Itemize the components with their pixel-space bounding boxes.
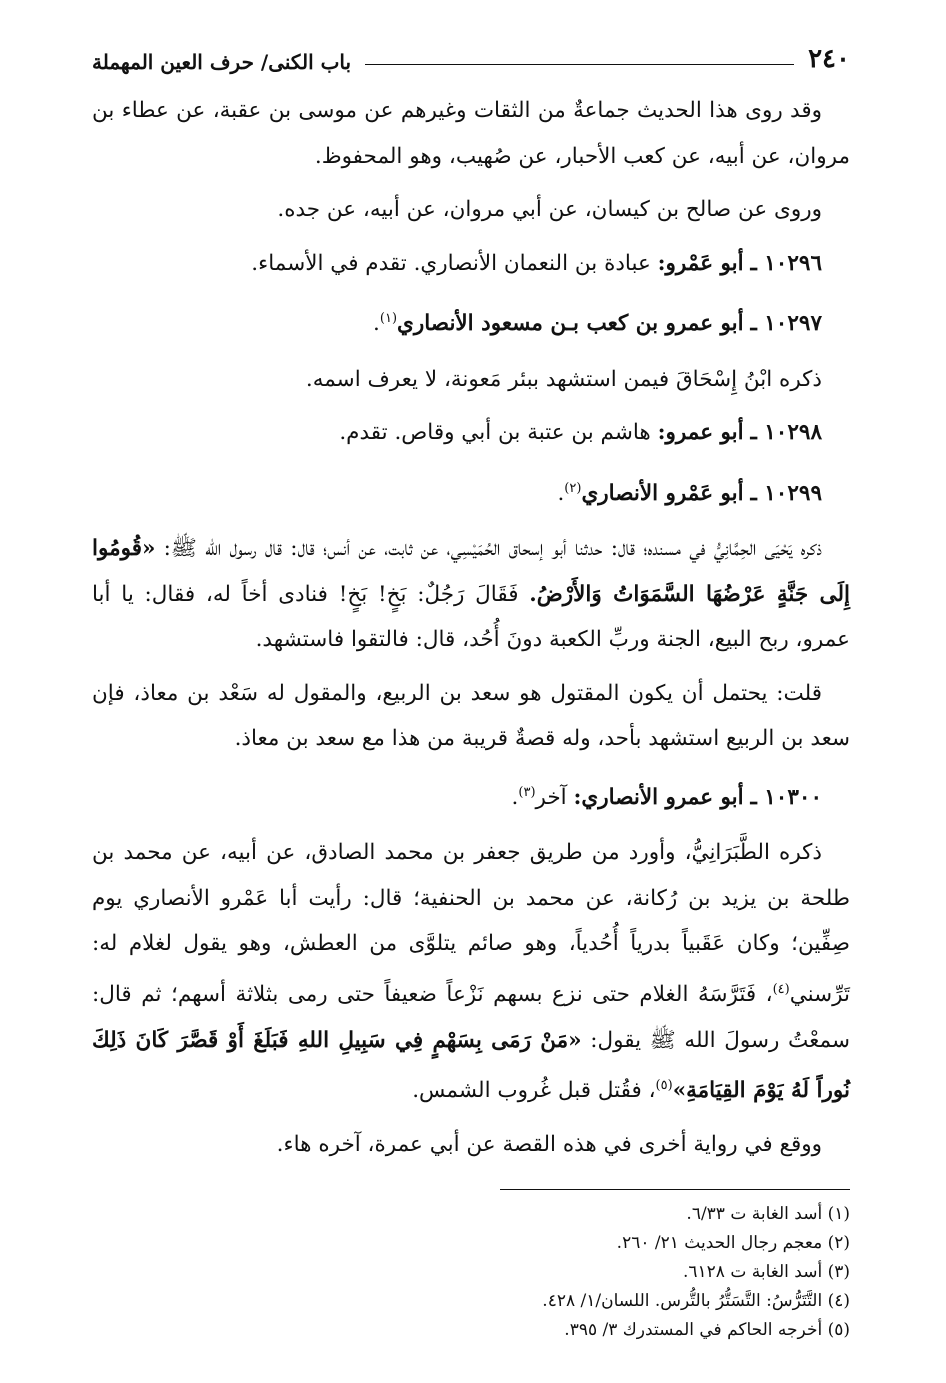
entry-name: أبو عمرو بن كعب بـن مسعود الأنصاري (397, 311, 744, 337)
entry-number: ١٠٢٩٨ ـ (750, 420, 822, 446)
entry-10296 (92, 241, 850, 287)
footnote-4: (٤) التَّتَرُّسُ: التَّسَتُّرُ بالتُّرس. اللسان/١/ ٤٢٨. (542, 1291, 850, 1312)
footnote-1: (١) أسد الغابة ت ٦/٣٣. (686, 1204, 850, 1225)
header-rule (365, 64, 794, 65)
page-number: ٢٤٠ (808, 44, 850, 74)
paragraph-2: وروى عن صالح بن كيسان، عن أبي مروان، عن أبيه، عن جده. (277, 197, 822, 222)
footnotes (92, 1200, 850, 1345)
entry-number: ١٠٢٩٩ ـ (750, 480, 822, 506)
entry-text: آخر (535, 784, 574, 810)
hadith-quote: «قُومُوا إِلَى جَنَّةٍ عَرْضُهَا السَّمَوَاتُ وَالأَرْضُ. (92, 536, 850, 607)
entry-10298 (92, 410, 850, 456)
paragraph-text: ، فقُتل قبل غُروب الشمس. (412, 1078, 656, 1104)
paragraph-5: قلت: يحتمل أن يكون المقتول هو سعد بن الربيع، والمقول له سَعْد بن معاذ، فإن سعد بن الربيع استشهد بأحد، وله قصةٌ قريبة من هذا مع سعد بن معاذ. (92, 680, 850, 752)
running-title: باب الكنى/ حرف العين المهملة (92, 50, 352, 74)
paragraph-6 (92, 830, 850, 1113)
footnote-separator (500, 1189, 850, 1190)
paragraph-text: ذكره الطَّبَرَانِيُّ، وأورد من طريق جعفر بن محمد الصادق، عن أبيه، عن محمد بن طلحة بن يزيد بن رُكانة، عن محمد بن الحنفية؛ قال: رأيت أبا عَمْرو الأنصاري يوم صِفِّين؛ وكان عَقَبياً بدرياً أُحُدياً، وهو صائم يتلوَّى من العطش، وهو يقول لغلام له: تَرِّسني (92, 840, 850, 1008)
footnote-ref[interactable]: (١) (379, 311, 398, 326)
entry-tail: . (511, 784, 519, 810)
paragraph-text: ، فَتَرَّسَهُ الغلام حتى نزع بسهم نَزْعاً ضعيفاً حتى رمى بثلاثة أسهم؛ ثم قال: سمعْتُ رسولَ الله ﷺ يقول: (92, 982, 850, 1053)
footnote-ref[interactable]: (٥) (655, 1078, 673, 1094)
footnote-ref[interactable]: (٣) (518, 784, 536, 800)
entry-name: أبو عمرو: (657, 420, 744, 446)
page-header (92, 40, 850, 74)
entry-number: ١٠٢٩٧ ـ (750, 311, 822, 337)
footnote-5: (٥) أخرجه الحاكم في المستدرك ٣/ ٣٩٥. (564, 1320, 850, 1341)
entry-number: ١٠٢٩٦ ـ (750, 250, 822, 276)
paragraph-1: وقد روى هذا الحديث جماعةٌ من الثقات وغيرهم عن موسى بن عقبة، عن عطاء بن مروان، عن أبيه، عن كعب الأحبار، عن صُهيب، وهو المحفوظ. (92, 98, 850, 169)
paragraph-7: ووقع في رواية أخرى في هذه القصة عن أبي عمرة، آخره هاء. (276, 1131, 822, 1157)
footnote-ref[interactable]: (٤) (772, 981, 790, 997)
entry-tail: . (373, 311, 380, 337)
entry-name: أبو عَمْرو: (657, 250, 744, 276)
entry-10300 (92, 770, 850, 821)
entry-text: هاشم بن عتبة بن أبي وقاص. تقدم. (339, 420, 658, 446)
paragraph-3: ذكره ابْنُ إِسْحَاقَ فيمن استشهد ببئر مَعونة، لا يعرف اسمه. (305, 366, 822, 392)
entry-name: أبو عَمْرو الأنصاري (581, 480, 744, 506)
paragraph-text: فَقَالَ رَجُلٌ: بَخٍ! بَخٍ! فنادى أخاً له، فقال: يا أبا عمرو، ربح البيع، الجنة وربِّ الكعبة دونَ أُحُد، قال: فالتقوا فاستشهد. (92, 581, 850, 653)
paragraph-4 (92, 526, 850, 663)
paragraph-text: ذكره يَحْيَى الحِمَّانِيُّ في مسنده؛ قال: حدثنا أبو إسحاق الحُمَيْسِي، عن ثابت، عن أنس؛ قال: قال رسول الله ﷺ: (155, 536, 822, 562)
footnote-3: (٣) أسد الغابة ت ٦١٢٨. (683, 1262, 850, 1283)
footnote-2: (٢) معجم رجال الحديث ٢١/ ٢٦٠. (616, 1233, 850, 1254)
entry-number: ١٠٣٠٠ ـ (750, 784, 822, 810)
entry-tail: . (557, 480, 565, 506)
entry-name: أبو عمرو الأنصاري: (573, 784, 744, 810)
entry-10299 (92, 466, 850, 517)
entry-text: عبادة بن النعمان الأنصاري. تقدم في الأسماء. (251, 250, 658, 276)
hadith-quote: «مَنْ رَمَى بِسَهْمٍ فِي سَبِيلِ اللهِ فَبَلَغَ أَوْ قَصَّرَ كَانَ ذَلِكَ نُوراً لَهُ يَوْمَ القِيَامَةِ» (92, 1027, 850, 1104)
footnote-ref[interactable]: (٢) (564, 480, 582, 496)
main-text (92, 88, 850, 1167)
entry-10297 (92, 296, 850, 347)
